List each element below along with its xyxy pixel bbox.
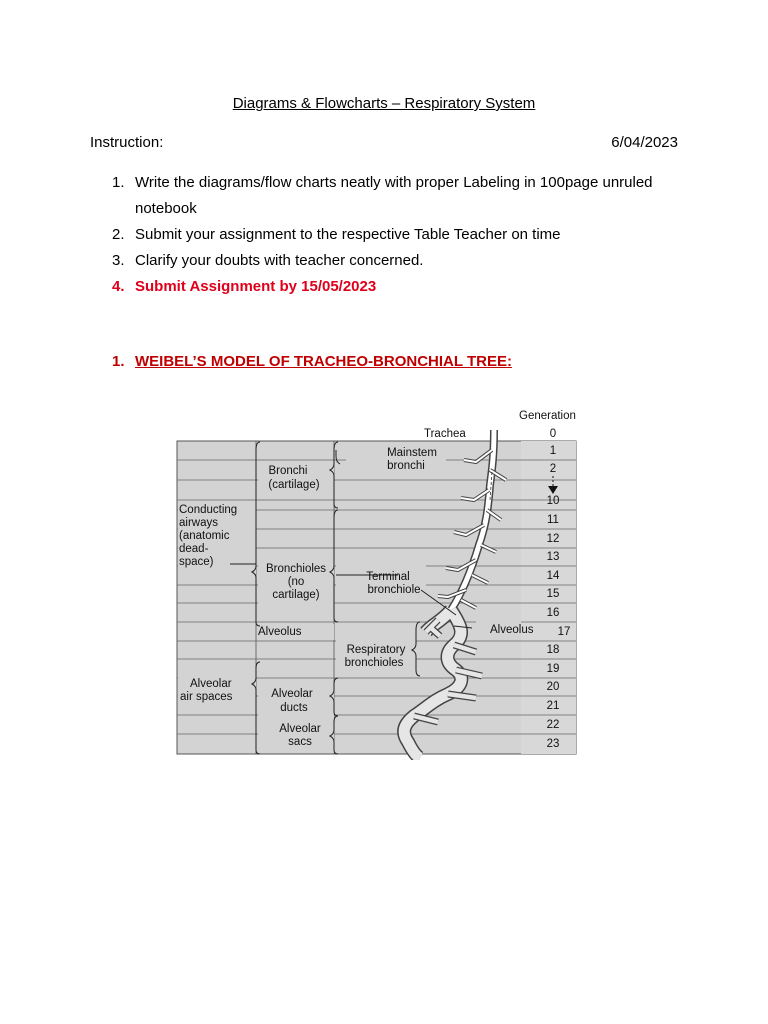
item-number: 3.	[112, 252, 125, 269]
generation-number: 10	[546, 495, 560, 507]
generation-number: 22	[546, 719, 560, 731]
zone-conducting-line: Conducting	[179, 504, 238, 516]
instruction-item	[100, 170, 680, 222]
group-bronchioles-line: cartilage)	[272, 589, 320, 601]
instruction-label: Instruction:	[90, 134, 164, 151]
subgroup-mainstem-line: bronchi	[387, 460, 425, 472]
group-bronchioles-line: (no	[287, 576, 305, 588]
item-number: 2.	[112, 226, 125, 243]
generation-number: 12	[546, 533, 560, 545]
group-ducts-line: ducts	[280, 702, 308, 714]
instruction-list	[100, 170, 680, 300]
weibel-diagram-figure	[176, 400, 596, 760]
subgroup-terminal-line: Terminal	[366, 571, 410, 583]
instruction-item	[100, 222, 680, 248]
group-bronchi-line: (cartilage)	[268, 479, 320, 491]
generation-number: 23	[546, 738, 560, 750]
generation-number: 13	[546, 551, 560, 563]
zone-conducting-line: (anatomic	[179, 530, 230, 542]
generation-header: Generation	[519, 410, 576, 422]
generation-number: 21	[546, 700, 560, 712]
group-sacs-line: sacs	[288, 736, 312, 748]
zone-conducting-line: airways	[179, 517, 218, 529]
generation-number: 15	[546, 588, 560, 600]
section-number: 1.	[112, 353, 125, 370]
instruction-text: Submit Assignment by 15/05/2023	[135, 278, 377, 295]
generation-number: 19	[546, 663, 560, 675]
subgroup-respiratory	[345, 644, 406, 669]
alveolus-pointer-label: Alveolus	[490, 624, 534, 636]
instruction-item-deadline	[100, 274, 680, 300]
group-bronchi-line: Bronchi	[268, 465, 308, 477]
instruction-item	[100, 248, 680, 274]
zone-alveolar-line: air spaces	[180, 691, 233, 703]
instruction-text: Submit your assignment to the respective Table Teacher on time	[135, 226, 561, 243]
generation-number: 17	[557, 626, 571, 638]
group-alveolus: Alveolus	[258, 626, 302, 638]
document-date: 6/04/2023	[611, 134, 678, 151]
subgroup-mainstem-line: Mainstem	[387, 447, 437, 459]
subgroup-respiratory-line: Respiratory	[346, 644, 406, 656]
trachea-label: Trachea	[424, 428, 466, 440]
page-title: Diagrams & Flowcharts – Respiratory System	[232, 95, 536, 112]
zone-conducting-line: space)	[179, 556, 214, 568]
weibel-diagram	[176, 400, 596, 760]
item-number: 1.	[112, 174, 125, 191]
generation-number: 14	[546, 570, 560, 582]
subgroup-respiratory-line: bronchioles	[344, 657, 404, 669]
instruction-header	[90, 134, 678, 151]
section-title: WEIBEL’S MODEL OF TRACHEO-BRONCHIAL TREE:	[135, 353, 512, 370]
instruction-text: Write the diagrams/flow charts neatly with proper Labeling in 100page unruled notebook	[135, 174, 653, 217]
generation-number: 0	[549, 428, 557, 440]
item-number: 4.	[112, 278, 125, 295]
zone-alveolar-line: Alveolar	[190, 678, 232, 690]
zone-conducting-line: dead-	[179, 543, 209, 555]
generation-number: 18	[546, 644, 560, 656]
group-sacs-line: Alveolar	[279, 723, 321, 735]
generation-number: 11	[547, 514, 559, 526]
generation-number: 2	[549, 463, 557, 475]
generation-number: 1	[549, 445, 557, 457]
generation-number: 20	[546, 681, 560, 693]
generation-number: 16	[546, 607, 560, 619]
instruction-text: Clarify your doubts with teacher concerned.	[135, 252, 424, 269]
group-ducts-line: Alveolar	[271, 688, 313, 700]
group-bronchioles-line: Bronchioles	[265, 563, 327, 575]
section-heading	[112, 353, 512, 370]
subgroup-terminal-line: bronchiole	[367, 584, 421, 596]
